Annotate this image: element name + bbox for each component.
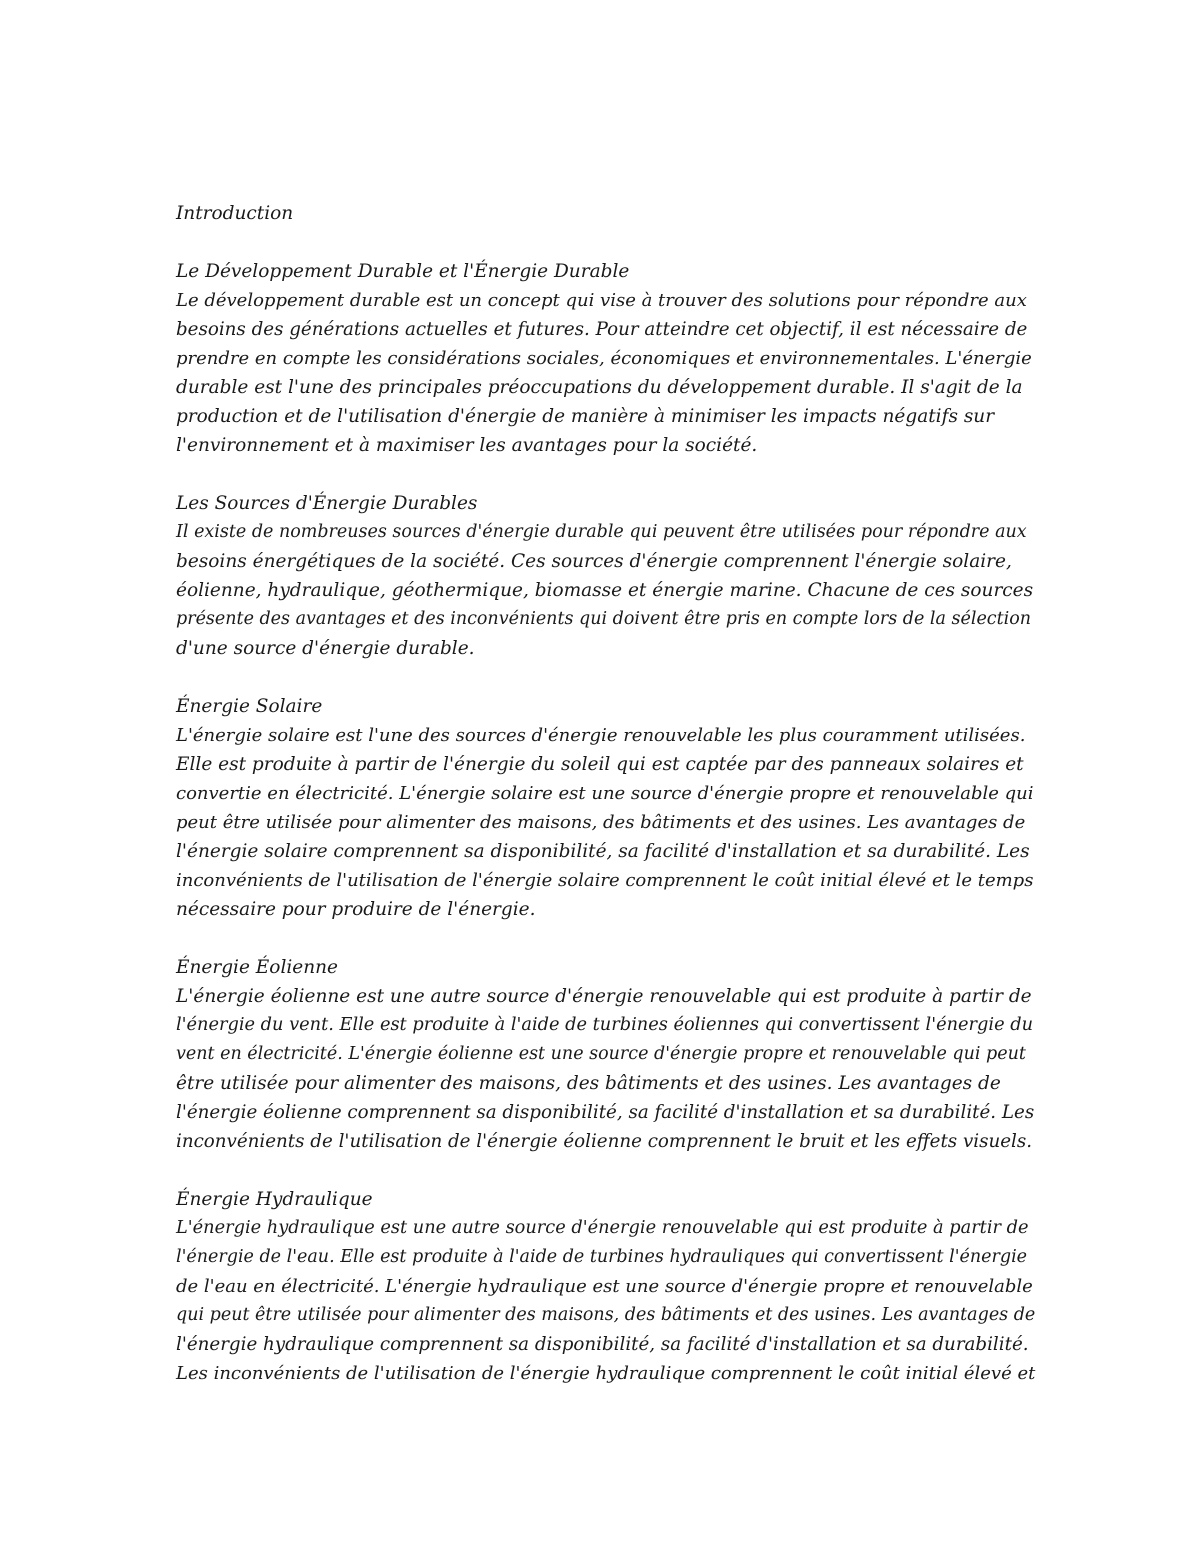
paragraph-line: l'énergie du vent. Elle est produite à l'aide de turbines éoliennes qui convertissent l'énergie du xyxy=(176,1015,1034,1035)
section-developpement-durable xyxy=(176,257,1036,460)
paragraph-line: durable est l'une des principales préoccupations du développement durable. Il s'agit de la xyxy=(176,377,1023,398)
paragraph-line: qui peut être utilisée pour alimenter des maisons, des bâtiments et des usines. Les avantages de xyxy=(176,1305,1036,1325)
paragraph-line: l'énergie hydraulique comprennent sa disponibilité, sa facilité d'installation et sa durabilité. xyxy=(176,1334,1029,1355)
paragraph-line: l'énergie solaire comprennent sa disponibilité, sa facilité d'installation et sa durabilité. Les xyxy=(176,841,1030,862)
spacer xyxy=(176,663,1036,692)
section-heading: Les Sources d'Énergie Durables xyxy=(176,493,478,514)
paragraph-line: l'énergie de l'eau. Elle est produite à l'aide de turbines hydrauliques qui convertissent l'énergie xyxy=(176,1247,1028,1267)
paragraph-line: L'énergie hydraulique est une autre source d'énergie renouvelable qui est produite à partir de xyxy=(176,1218,1029,1238)
paragraph-line: nécessaire pour produire de l'énergie. xyxy=(176,899,536,920)
paragraph-line: de l'eau en électricité. L'énergie hydraulique est une source d'énergie propre et renouvelable xyxy=(176,1276,1033,1297)
paragraph-line: besoins des générations actuelles et futures. Pour atteindre cet objectif, il est nécessaire de xyxy=(176,319,1028,340)
section-heading: Énergie Solaire xyxy=(176,696,323,717)
paragraph-line: L'énergie éolienne est une autre source d'énergie renouvelable qui est produite à partir de xyxy=(176,986,1032,1007)
section-heading: Le Développement Durable et l'Énergie Durable xyxy=(176,261,630,282)
paragraph-line: présente des avantages et des inconvénients qui doivent être pris en compte lors de la sélection xyxy=(176,609,1032,629)
document-page xyxy=(176,199,1036,1388)
paragraph-line: Il existe de nombreuses sources d'énergie durable qui peuvent être utilisées pour répondre aux xyxy=(176,522,1027,542)
section-energie-solaire xyxy=(176,692,1036,924)
section-energie-eolienne xyxy=(176,953,1036,1156)
paragraph-line: Le développement durable est un concept qui vise à trouver des solutions pour répondre aux xyxy=(176,290,1027,311)
paragraph-line: L'énergie solaire est l'une des sources d'énergie renouvelable les plus couramment utilisées. xyxy=(176,725,1026,746)
paragraph-line: vent en électricité. L'énergie éolienne est une source d'énergie propre et renouvelable qui peut xyxy=(176,1044,1026,1064)
section-sources-energie xyxy=(176,489,1036,663)
paragraph-line: l'environnement et à maximiser les avantages pour la société. xyxy=(176,435,758,456)
paragraph-line: inconvénients de l'utilisation de l'énergie solaire comprennent le coût initial élevé et le temps xyxy=(176,870,1034,891)
paragraph-line: production et de l'utilisation d'énergie de manière à minimiser les impacts négatifs sur xyxy=(176,406,995,427)
paragraph-line: convertie en électricité. L'énergie solaire est une source d'énergie propre et renouvelable qui xyxy=(176,783,1034,804)
spacer xyxy=(176,460,1036,489)
paragraph-line: d'une source d'énergie durable. xyxy=(176,638,475,659)
document-title: Introduction xyxy=(176,203,294,224)
paragraph-line: l'énergie éolienne comprennent sa disponibilité, sa facilité d'installation et sa durabilité. Les xyxy=(176,1102,1035,1123)
paragraph-line: prendre en compte les considérations sociales, économiques et environnementales. L'énergie xyxy=(176,348,1032,369)
paragraph-line: peut être utilisée pour alimenter des maisons, des bâtiments et des usines. Les avantages de xyxy=(176,812,1026,833)
paragraph-line: éolienne, hydraulique, géothermique, biomasse et énergie marine. Chacune de ces sources xyxy=(176,580,1034,601)
paragraph-line: Les inconvénients de l'utilisation de l'énergie hydraulique comprennent le coût initial élevé et xyxy=(176,1363,1036,1384)
paragraph-line: inconvénients de l'utilisation de l'énergie éolienne comprennent le bruit et les effets visuels. xyxy=(176,1131,1033,1152)
spacer xyxy=(176,1156,1036,1185)
paragraph-line: Elle est produite à partir de l'énergie du soleil qui est captée par des panneaux solaires et xyxy=(176,754,1024,775)
spacer xyxy=(176,924,1036,953)
section-heading: Énergie Éolienne xyxy=(176,957,339,978)
spacer xyxy=(176,228,1036,257)
paragraph-line: besoins énergétiques de la société. Ces sources d'énergie comprennent l'énergie solaire, xyxy=(176,551,1012,572)
paragraph-line: être utilisée pour alimenter des maisons, des bâtiments et des usines. Les avantages de xyxy=(176,1073,1001,1094)
section-heading: Énergie Hydraulique xyxy=(176,1189,373,1210)
section-energie-hydraulique xyxy=(176,1185,1036,1388)
